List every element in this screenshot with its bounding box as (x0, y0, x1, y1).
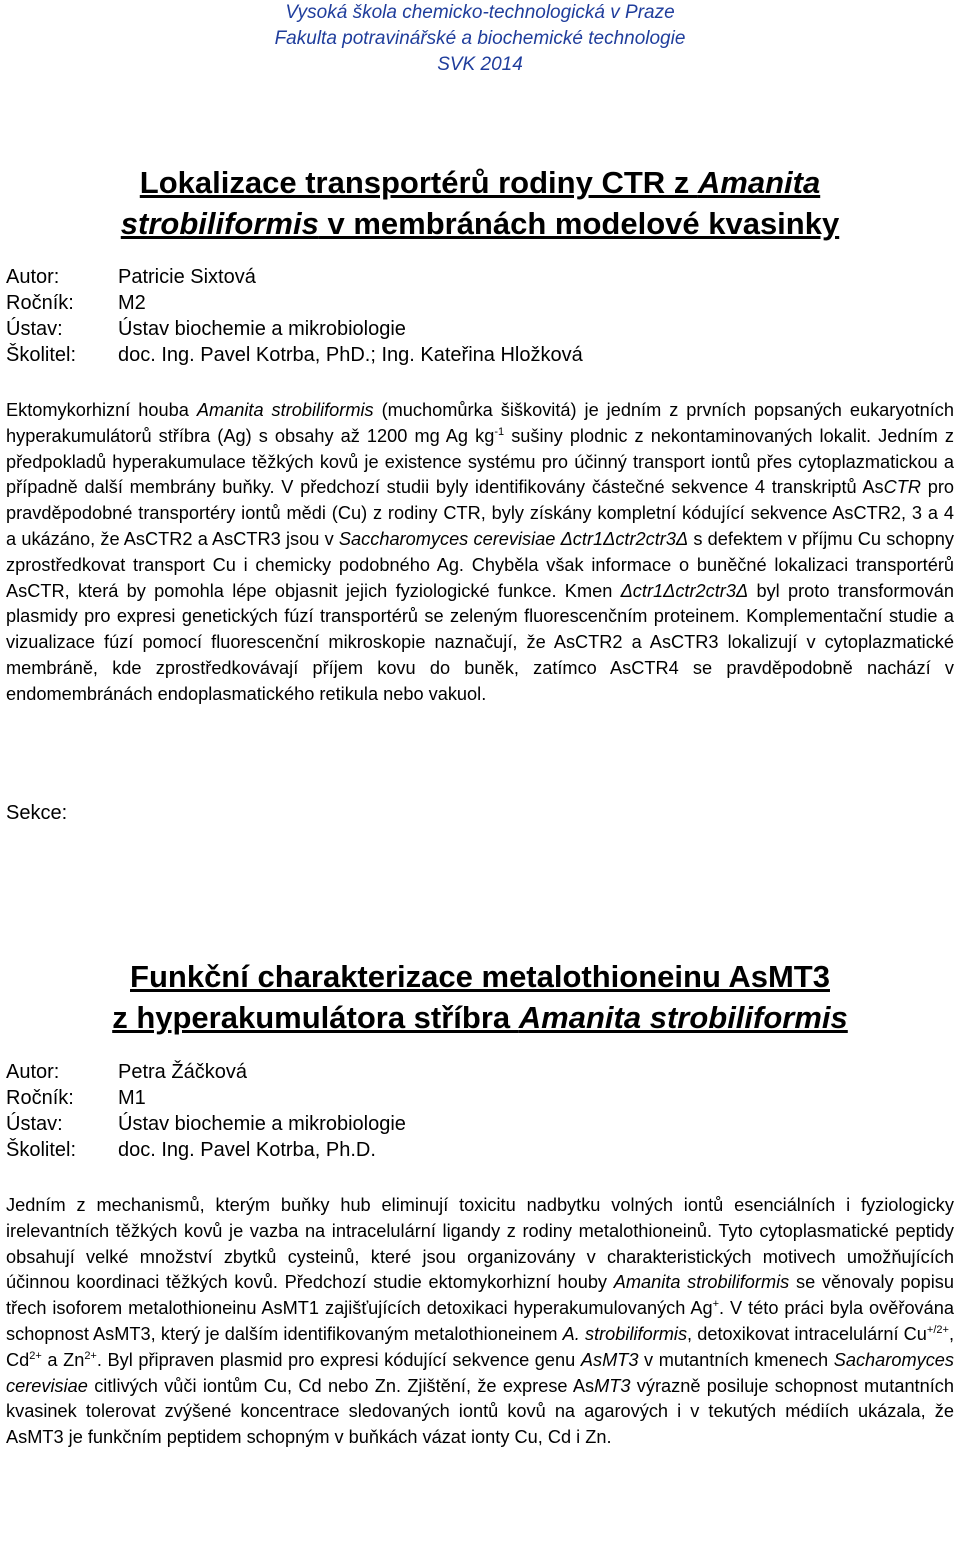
conference-header (0, 0, 960, 78)
header-faculty: Fakulta potravinářské a biochemické technologie (274, 28, 686, 49)
article2-meta (6, 1059, 406, 1163)
meta-row-institute: Ústav: Ústav biochemie a mikrobiologie (6, 318, 406, 340)
meta-row-institute: Ústav: Ústav biochemie a mikrobiologie (6, 1113, 406, 1135)
article1-title (0, 162, 960, 244)
meta-row-year: Ročník: M2 (6, 292, 146, 314)
article2-abstract: Jedním z mechanismů, kterým buňky hub eliminují toxicitu nadbytku volných iontů esenciálních i fyziologicky irelevantních těžkých kovů je vazba na intracelulární ligandy z rodiny metalothioneinů. Tyto cytoplasmatické peptidy obsahují velké množství zbytků cysteinů, které jsou organizovány v charakteristických motivech umožňujících účinnou koordinaci těžkých kovů. Předchozí studie ektomykorhizní houby Amanita strobiliformis se věnovaly popisu třech isoforem metalothioneinu AsMT1 zajišťujících detoxikaci hyperakumulovaných Ag+. V této práci byla ověřována schopnost AsMT3, který je dalším identifikovaným metalothioneinem A. strobiliformis, detoxikovat intracelulární $Cu^{+/2+}$, $Cd^{2+}$ a $Zn^{2+}$. Byl připraven plasmid pro expresi kódující sekvence genu AsMT3 v mutantních kmenech Sacharomyces cerevisiae citlivých vůči iontům Cu, Cd nebo Zn. Zjištění, že exprese AsMT3 výrazně posiluje schopnost mutantních kvasinek tolerovat zvýšené koncentrace sledovaných iontů kovů na agarových i v tekutých médiích ukázala, že AsMT3 je funkčním peptidem schopným v buňkách vázat ionty Cu, Cd i Zn. (6, 1195, 955, 1448)
article2-title-line2: z hyperakumulátora stříbra Amanita strobiliformis (112, 1000, 848, 1035)
article2-title (0, 956, 960, 1038)
header-event: SVK 2014 (437, 54, 523, 75)
article1-section-label: Sekce: (6, 802, 68, 824)
article2-title-line1: Funkční charakterizace metalothioneinu AsMT3 (130, 959, 830, 994)
header-university: Vysoká škola chemicko-technologická v Praze (285, 2, 675, 23)
meta-row-supervisor: Školitel: doc. Ing. Pavel Kotrba, PhD.; Ing. Kateřina Hložková (6, 344, 583, 366)
article1-title-line2: strobiliformis v membránách modelové kvasinky (120, 206, 840, 241)
article1-meta (6, 264, 583, 368)
meta-row-supervisor: Školitel: doc. Ing. Pavel Kotrba, Ph.D. (6, 1139, 376, 1161)
meta-row-author: Autor: Petra Žáčková (6, 1061, 247, 1083)
meta-row-year: Ročník: M1 (6, 1087, 146, 1109)
article1-title-line1: Lokalizace transportérů rodiny CTR z Amanita (139, 165, 821, 200)
article1-abstract: Ektomykorhizní houba Amanita strobiliformis (muchomůrka šiškovitá) je jedním z prvních popsaných eukaryotních hyperakumulátorů stříbra (Ag) s obsahy až 1200 mg Ag $kg^{-1}$ sušiny plodnic z nekontaminovaných lokalit. Jedním z předpokladů hyperakumulace těžkých kovů je existence systému pro účinný transport iontů přes cytoplazmatickou a případně další membrány buňky. V předchozí studii byly identifikovány částečné sekvence 4 transkriptů AsCTR pro pravděpodobné transportéry iontů mědi (Cu) z rodiny CTR, byly získány kompletní kódující sekvence AsCTR2, 3 a 4 a ukázáno, že AsCTR2 a AsCTR3 jsou v Saccharomyces cerevisiae Δctr1Δctr2ctr3Δ s defektem v příjmu Cu schopny zprostředkovat transport Cu i chemicky podobného Ag. Chyběla však informace o buněčné lokalizaci transportérů AsCTR, která by pomohla lépe objasnit jejich fyziologické funkce. Kmen Δctr1Δctr2ctr3Δ byl proto transformován plasmidy pro expresi genetických fúzí transportérů se zeleným fluorescenčním proteinem. Komplementační studie a vizualizace fúzí pomocí fluorescenční mikroskopie naznačují, že AsCTR2 a AsCTR3 lokalizují v cytoplazmatické membráně, kde zprostředkovávají příjem kovu do buněk, zatímco AsCTR4 se pravděpodobně nachází v endomembránách endoplasmatického retikula nebo vakuol. (6, 400, 954, 704)
meta-row-author: Autor: Patricie Sixtová (6, 266, 256, 288)
